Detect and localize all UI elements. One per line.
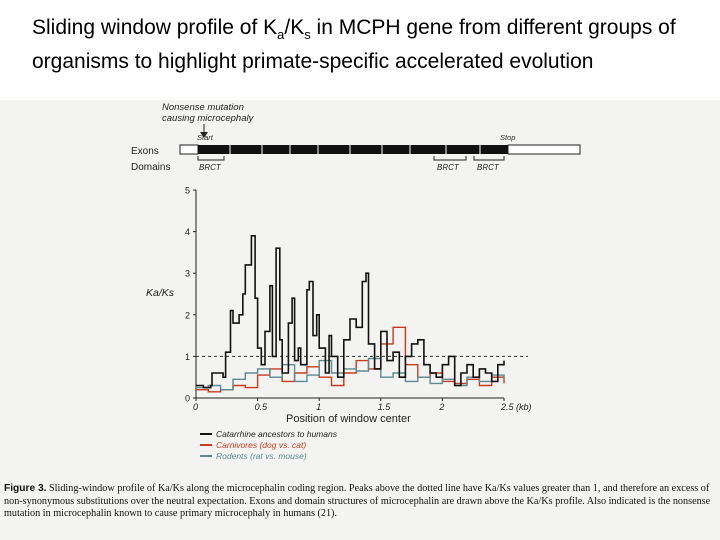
stop-label: Stop (500, 133, 516, 142)
title-subscript-s: s (304, 27, 311, 43)
x-tick-label: 2 (439, 402, 445, 412)
domain-label-brct-3: BRCT (477, 163, 499, 172)
exons-label: Exons (131, 146, 159, 157)
series-lines (196, 236, 504, 392)
x-tick-label: 0 (193, 402, 199, 412)
domain-bracket-brct-3 (474, 156, 504, 160)
y-tick-label: 5 (185, 185, 191, 196)
x-tick-label: 2.5 (kb) (501, 402, 532, 412)
y-tick-label: 1 (185, 351, 191, 362)
domain-bracket-brct-2 (434, 156, 466, 160)
title-subscript-a: a (277, 27, 285, 43)
title-part: in MCPH gene from different groups of organisms to highlight primate-specific accelerated evolution (32, 16, 676, 74)
figure-caption (4, 483, 716, 521)
y-tick-label: 4 (185, 227, 191, 238)
y-tick-label: 2 (185, 310, 191, 321)
x-ticks (193, 398, 532, 412)
y-axis-label: Ka/Ks (146, 287, 175, 299)
caption-text: Sliding-window profile of Ka/Ks along the microcephalin coding region. Peaks above the dotted line have Ka/Ks values greater than 1, and therefore an excess of non-synonymous substitutions over the neutral expectation. Exons and domain structures of microcephalin are drawn above the Ka/Ks profile. Also indicated is the nonsense mutation in microcephalin known to cause primary microcephaly in humans (21). (4, 483, 711, 519)
y-tick-label: 0 (185, 393, 191, 404)
x-tick-label: 1.5 (377, 402, 391, 412)
domain-label-brct-2: BRCT (437, 163, 459, 172)
x-axis-label: Position of window center (286, 413, 411, 425)
caption-figure-number: Figure 3. (4, 483, 47, 494)
legend (200, 429, 338, 461)
x-tick-label: 0.5 (254, 402, 268, 412)
series-line-1 (196, 236, 504, 388)
legend-label: Catarrhine ancestors to humans (216, 429, 337, 439)
legend-label: Rodents (rat vs. mouse) (216, 451, 307, 461)
start-label: Start (197, 133, 213, 142)
legend-label: Carnivores (dog vs. cat) (216, 440, 307, 450)
title-part: Sliding window profile of K (32, 16, 278, 39)
exon-bar-left-utr (180, 145, 198, 154)
y-tick-label: 3 (185, 268, 191, 279)
kaks-plot (146, 186, 532, 426)
mutation-label-line1: Nonsense mutation (162, 102, 244, 113)
mutation-label-line2: causing microcephaly (162, 113, 254, 124)
domain-bracket-brct-1 (198, 156, 224, 160)
exon-bar-right-utr (508, 145, 580, 154)
exon-bar-coding (198, 145, 508, 154)
x-tick-label: 1 (316, 402, 322, 412)
title-part: /K (284, 16, 305, 39)
domain-label-brct-1: BRCT (199, 163, 221, 172)
y-ticks (185, 186, 196, 404)
domains-label: Domains (131, 162, 171, 173)
